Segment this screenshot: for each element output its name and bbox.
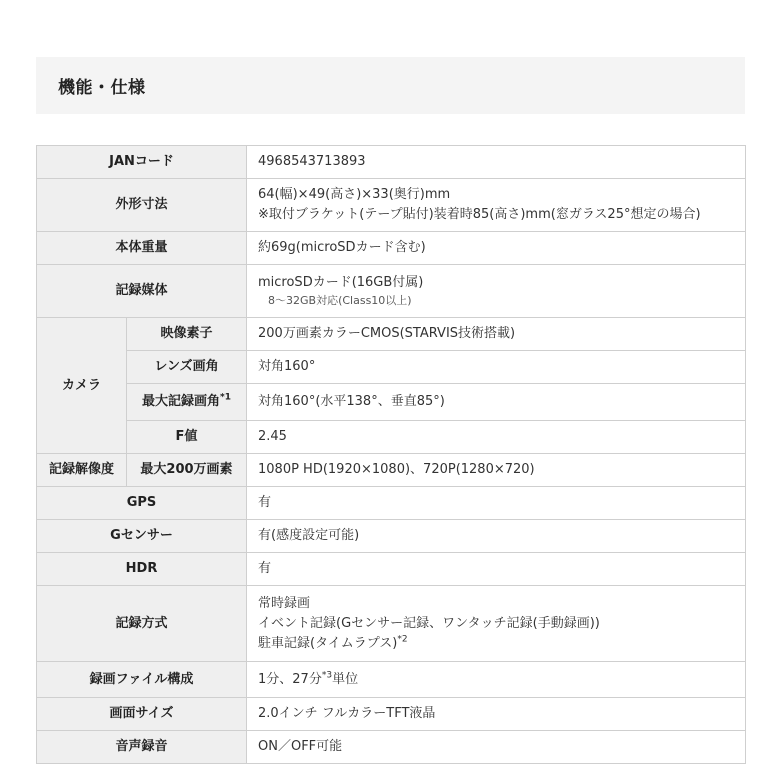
spec-value: 対角160° [247,351,746,384]
spec-label-text: 最大記録画角 [142,394,221,409]
section-heading-box [36,57,745,114]
spec-label: Gセンサー [37,520,247,553]
table-row [37,421,746,454]
spec-value: 200万画素カラーCMOS(STARVIS技術搭載) [247,318,746,351]
spec-group-label: カメラ [37,318,127,454]
spec-value-text: 単位 [332,671,359,687]
footnote-mark: *1 [220,392,231,403]
table-row [37,146,746,179]
spec-group-label: 記録解像度 [37,454,127,487]
spec-label: 最大200万画素 [127,454,247,487]
spec-value: 対角160°(水平138°、垂直85°) [247,384,746,421]
spec-value: 2.0インチ フルカラーTFT液晶 [247,698,746,731]
spec-value: 4968543713893 [247,146,746,179]
table-row [37,586,746,662]
spec-label: 記録方式 [37,586,247,662]
table-row [37,731,746,764]
spec-note: 8～32GB対応(Class10以上) [268,294,412,307]
table-row [37,698,746,731]
table-row [37,265,746,318]
spec-label: JANコード [37,146,247,179]
spec-label: 映像素子 [127,318,247,351]
table-row [37,318,746,351]
table-row [37,662,746,698]
spec-value-line [258,634,745,654]
spec-value [247,662,746,698]
table-row [37,520,746,553]
spec-value-text: 1分、27分 [258,671,322,687]
spec-label: F値 [127,421,247,454]
spec-value: 有 [247,487,746,520]
table-row [37,487,746,520]
table-row [37,454,746,487]
spec-label: 画面サイズ [37,698,247,731]
spec-value-line: microSDカード(16GB付属) [258,275,424,290]
spec-value-line: ※取付ブラケット(テープ貼付)装着時85(高さ)mm(窓ガラス25°想定の場合) [258,207,701,222]
spec-value [247,265,746,318]
spec-value [247,586,746,662]
spec-value: 約69g(microSDカード含む) [247,232,746,265]
spec-value-text: 駐車記録(タイムラプス) [258,635,398,651]
table-row [37,351,746,384]
spec-label: 本体重量 [37,232,247,265]
spec-value-line: 常時録画 [258,595,311,611]
table-row [37,384,746,421]
table-row [37,232,746,265]
spec-label: レンズ画角 [127,351,247,384]
spec-label [127,384,247,421]
table-row [37,179,746,232]
spec-label: GPS [37,487,247,520]
section-title: 機能・仕様 [58,78,146,98]
spec-value [247,179,746,232]
footnote-mark: *3 [321,670,333,681]
spec-label: 録画ファイル構成 [37,662,247,698]
spec-value: ON／OFF可能 [247,731,746,764]
spec-label: 外形寸法 [37,179,247,232]
spec-table [36,145,746,764]
spec-value: 1080P HD(1920×1080)、720P(1280×720) [247,454,746,487]
spec-value: 2.45 [247,421,746,454]
spec-label: 記録媒体 [37,265,247,318]
spec-value: 有 [247,553,746,586]
table-row [37,553,746,586]
spec-label: HDR [37,553,247,586]
spec-value-line: 64(幅)×49(高さ)×33(奥行)mm [258,187,451,202]
footnote-mark: *2 [397,634,408,645]
spec-value: 有(感度設定可能) [247,520,746,553]
spec-label: 音声録音 [37,731,247,764]
spec-value-line: イベント記録(Gセンサー記録、ワンタッチ記録(手動録画)) [258,615,600,631]
